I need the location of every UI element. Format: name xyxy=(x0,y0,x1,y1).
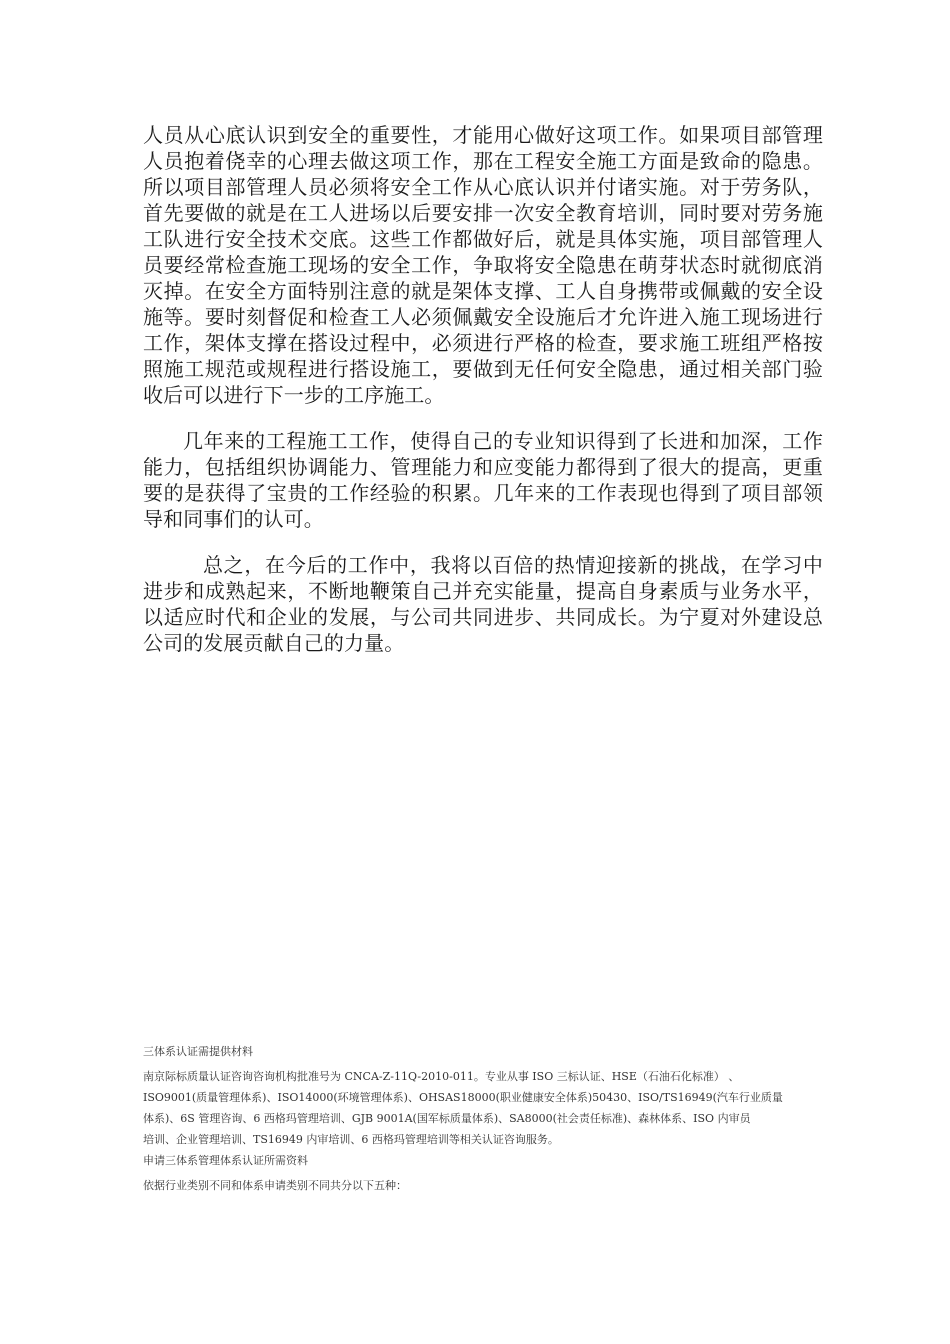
footer-description-line: ISO9001(质量管理体系)、ISO14000(环境管理体系)、OHSAS18000(职业健康安全体系)50430、ISO/TS16949(汽车行业质量 xyxy=(143,1091,783,1104)
document-body xyxy=(143,122,823,656)
footer-apply-title: 申请三体系管理体系认证所需资料 xyxy=(143,1154,308,1167)
footer-categories-note: 依据行业类别不同和体系申请类别不同共分以下五种： xyxy=(143,1179,407,1192)
footer-description-line: 南京际标质量认证咨询咨询机构批准号为 CNCA-Z-11Q-2010-011。专业从事 ISO 三标认证、HSE（石油石化标准） 、 xyxy=(143,1070,740,1083)
footer-description xyxy=(143,1066,823,1150)
paragraph-safety: 人员从心底认识到安全的重要性，才能用心做好这项工作。如果项目部管理人员抱着侥幸的心理去做这项工作，那在工程安全施工方面是致命的隐患。所以项目部管理人员必须将安全工作从心底认识并付诸实施。对于劳务队，首先要做的就是在工人进场以后要安排一次安全教育培训，同时要对劳务施工队进行安全技术交底。这些工作都做好后，就是具体实施，项目部管理人员要经常检查施工现场的安全工作，争取将安全隐患在萌芽状态时就彻底消灭掉。在安全方面特别注意的就是架体支撑、工人自身携带或佩戴的安全设施等。要时刻督促和检查工人必须佩戴安全设施后才允许进入施工现场进行工作，架体支撑在搭设过程中，必须进行严格的检查，要求施工班组严格按照施工规范或规程进行搭设施工，要做到无任何安全隐患，通过相关部门验收后可以进行下一步的工序施工。 xyxy=(143,123,823,407)
footer-description-line: 体系)、6S 管理咨询、6 西格玛管理培训、GJB 9001A(国军标质量体系)、SA8000(社会责任标准)、森林体系、ISO 内审员 xyxy=(143,1112,751,1125)
paragraph-conclusion: 总之，在今后的工作中，我将以百倍的热情迎接新的挑战，在学习中进步和成熟起来，不断地鞭策自己并充实能量，提高自身素质与业务水平，以适应时代和企业的发展，与公司共同进步、共同成长。为宁夏对外建设总公司的发展贡献自己的力量。 xyxy=(143,553,823,655)
paragraph-experience: 几年来的工程施工工作，使得自己的专业知识得到了长进和加深，工作能力，包括组织协调能力、管理能力和应变能力都得到了很大的提高，更重要的是获得了宝贵的工作经验的积累。几年来的工作表现也得到了项目部领导和同事们的认可。 xyxy=(143,429,823,531)
footer-description-line: 培训、企业管理培训、TS16949 内审培训、6 西格玛管理培训等相关认证咨询服务。 xyxy=(143,1133,559,1146)
footer-title: 三体系认证需提供材料 xyxy=(143,1045,253,1058)
footer-notes xyxy=(143,1041,823,1196)
